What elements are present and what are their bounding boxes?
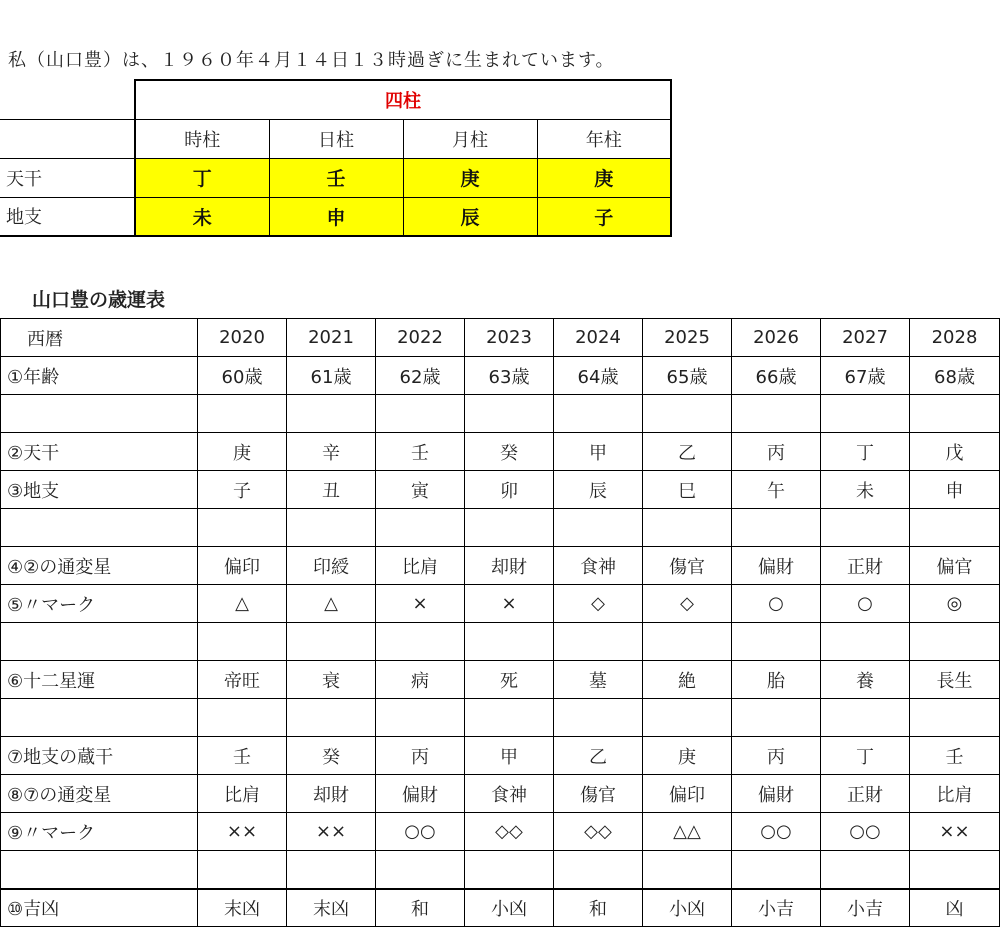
table-cell: 寅: [376, 471, 465, 509]
table-cell: 壬: [376, 433, 465, 471]
table-row: [1, 661, 1000, 699]
table-cell: 壬: [910, 737, 1000, 775]
table-cell: 偏財: [732, 775, 821, 813]
table-cell: [376, 509, 465, 547]
table-cell: [287, 395, 376, 433]
table-cell: [643, 623, 732, 661]
year-header-cell: 2026: [732, 319, 821, 357]
table-cell: △: [287, 585, 376, 623]
pillar-cell: 庚: [537, 158, 671, 197]
row-label-cell: ②天干: [1, 433, 198, 471]
pillar-cell: 申: [269, 197, 403, 236]
table-cell: [198, 699, 287, 737]
table-cell: 庚: [643, 737, 732, 775]
table-cell: 病: [376, 661, 465, 699]
table-cell: ◇◇: [465, 813, 554, 851]
table-cell: 卯: [465, 471, 554, 509]
table-cell: [554, 395, 643, 433]
table-cell: [732, 509, 821, 547]
row-label-cell: ④②の通変星: [1, 547, 198, 585]
table-cell: 正財: [821, 547, 910, 585]
table-cell: [465, 395, 554, 433]
year-header-cell: 2025: [643, 319, 732, 357]
row-label-cell: ⑦地支の蔵干: [1, 737, 198, 775]
table-cell: 印綬: [287, 547, 376, 585]
pillars-title: 四柱: [135, 80, 671, 119]
table-cell: ○○: [732, 813, 821, 851]
year-header-cell: 2024: [554, 319, 643, 357]
table-cell: ○: [732, 585, 821, 623]
table-cell: 63歳: [465, 357, 554, 395]
table-cell: 偏財: [376, 775, 465, 813]
table-cell: 絶: [643, 661, 732, 699]
table-row: [1, 433, 1000, 471]
table-cell: 68歳: [910, 357, 1000, 395]
table-cell: 丙: [732, 737, 821, 775]
table-row-blank: [1, 623, 1000, 661]
table-cell: ○○: [821, 813, 910, 851]
table-cell: 和: [376, 889, 465, 927]
table-cell: 小吉: [821, 889, 910, 927]
table-cell: 偏印: [198, 547, 287, 585]
table-cell: [287, 509, 376, 547]
table-cell: [198, 509, 287, 547]
table-cell: 食神: [465, 775, 554, 813]
table-cell: 丁: [821, 433, 910, 471]
header-label-cell: 西暦: [1, 319, 198, 357]
row-label-cell: ⑥十二星運: [1, 661, 198, 699]
table-cell: 死: [465, 661, 554, 699]
four-pillars-table: [0, 79, 672, 237]
table-cell: 丁: [821, 737, 910, 775]
year-header-cell: 2023: [465, 319, 554, 357]
table-row-blank: [1, 509, 1000, 547]
table-row: [1, 775, 1000, 813]
table-cell: [732, 851, 821, 889]
table-cell: 午: [732, 471, 821, 509]
table-cell: [643, 851, 732, 889]
table-row: [1, 813, 1000, 851]
table-cell: ◇◇: [554, 813, 643, 851]
table-cell: 甲: [554, 433, 643, 471]
table-cell: [732, 395, 821, 433]
table-row-blank: [1, 699, 1000, 737]
table-cell: [287, 851, 376, 889]
table-cell: 67歳: [821, 357, 910, 395]
table-cell: 長生: [910, 661, 1000, 699]
table-row: [1, 889, 1000, 927]
table-cell: [376, 851, 465, 889]
pillar-cell: 丁: [135, 158, 269, 197]
table-cell: 正財: [821, 775, 910, 813]
table-cell: [910, 509, 1000, 547]
table-cell: 末凶: [287, 889, 376, 927]
table-cell: ×: [465, 585, 554, 623]
table-cell: [376, 395, 465, 433]
table-cell: [821, 699, 910, 737]
table-cell: 衰: [287, 661, 376, 699]
table-cell: 甲: [465, 737, 554, 775]
table-cell: 比肩: [376, 547, 465, 585]
table-cell: 却財: [465, 547, 554, 585]
year-header-cell: 2028: [910, 319, 1000, 357]
table-cell: 小凶: [643, 889, 732, 927]
table-cell: 偏財: [732, 547, 821, 585]
table-cell: [643, 509, 732, 547]
pillar-cell: 庚: [403, 158, 537, 197]
table-cell: [643, 699, 732, 737]
table-cell: ○: [821, 585, 910, 623]
table-cell: ××: [287, 813, 376, 851]
table-cell: [198, 623, 287, 661]
row-label-cell: ⑩吉凶: [1, 889, 198, 927]
table-cell: [732, 699, 821, 737]
table-cell: [465, 699, 554, 737]
table-cell: 巳: [643, 471, 732, 509]
table-cell: 子: [198, 471, 287, 509]
table-cell: 65歳: [643, 357, 732, 395]
table-cell: ×: [376, 585, 465, 623]
table-cell: 癸: [287, 737, 376, 775]
table-cell: 申: [910, 471, 1000, 509]
table-cell: [910, 395, 1000, 433]
table-cell: 辰: [554, 471, 643, 509]
table-cell: △: [198, 585, 287, 623]
pillar-cell: 子: [537, 197, 671, 236]
row-label-cell: ⑤〃マーク: [1, 585, 198, 623]
table-cell: [732, 623, 821, 661]
table-cell: 食神: [554, 547, 643, 585]
table-cell: [643, 395, 732, 433]
table-cell: 癸: [465, 433, 554, 471]
pillar-header-year: 年柱: [537, 119, 671, 158]
table-row: [1, 585, 1000, 623]
table-cell: 却財: [287, 775, 376, 813]
table-header-row: [1, 319, 1000, 357]
table-cell: 凶: [910, 889, 1000, 927]
annual-fortune-table: [0, 318, 1000, 927]
table-cell: [554, 851, 643, 889]
pillar-cell: 辰: [403, 197, 537, 236]
row-label-cell: ③地支: [1, 471, 198, 509]
table-cell: 未: [821, 471, 910, 509]
table-cell: 丑: [287, 471, 376, 509]
table-cell: 末凶: [198, 889, 287, 927]
table-cell: 胎: [732, 661, 821, 699]
table-cell: 帝旺: [198, 661, 287, 699]
table-cell: 比肩: [198, 775, 287, 813]
table-cell: ◇: [554, 585, 643, 623]
row-label-cell: [1, 851, 198, 889]
table-cell: 丙: [732, 433, 821, 471]
pillars-corner-cell: [0, 80, 135, 119]
table-cell: ××: [910, 813, 1000, 851]
pillars-corner-cell: [0, 119, 135, 158]
table-cell: [554, 509, 643, 547]
intro-text: 私（山口豊）は、１９６０年４月１４日１３時過ぎに生まれています。: [8, 50, 615, 71]
table-cell: [821, 509, 910, 547]
table-cell: 偏官: [910, 547, 1000, 585]
year-header-cell: 2020: [198, 319, 287, 357]
row-label-cell: [1, 509, 198, 547]
table-cell: 乙: [643, 433, 732, 471]
table-cell: [465, 851, 554, 889]
table-row: [1, 737, 1000, 775]
table-cell: 傷官: [643, 547, 732, 585]
year-header-cell: 2027: [821, 319, 910, 357]
table-cell: [910, 623, 1000, 661]
year-header-cell: 2021: [287, 319, 376, 357]
table-cell: 丙: [376, 737, 465, 775]
pillar-header-month: 月柱: [403, 119, 537, 158]
table-cell: 61歳: [287, 357, 376, 395]
table-cell: [465, 623, 554, 661]
pillars-row-label: 地支: [0, 197, 135, 236]
table-cell: 墓: [554, 661, 643, 699]
table-cell: 比肩: [910, 775, 1000, 813]
table-cell: 60歳: [198, 357, 287, 395]
table-cell: 庚: [198, 433, 287, 471]
table-cell: 62歳: [376, 357, 465, 395]
table-cell: 64歳: [554, 357, 643, 395]
table-cell: 乙: [554, 737, 643, 775]
table-cell: △△: [643, 813, 732, 851]
table-cell: [376, 699, 465, 737]
table-cell: [910, 699, 1000, 737]
table-cell: [910, 851, 1000, 889]
table-cell: 小吉: [732, 889, 821, 927]
row-label-cell: ⑨〃マーク: [1, 813, 198, 851]
table-cell: 偏印: [643, 775, 732, 813]
table-cell: [465, 509, 554, 547]
table-row: [1, 471, 1000, 509]
table-row-blank: [1, 395, 1000, 433]
table-cell: [554, 699, 643, 737]
pillar-header-hour: 時柱: [135, 119, 269, 158]
pillars-row-label: 天干: [0, 158, 135, 197]
table-cell: [821, 395, 910, 433]
table-cell: 小凶: [465, 889, 554, 927]
table-cell: ××: [198, 813, 287, 851]
table-cell: 養: [821, 661, 910, 699]
table-cell: [287, 623, 376, 661]
row-label-cell: [1, 699, 198, 737]
pillar-header-day: 日柱: [269, 119, 403, 158]
table-cell: [554, 623, 643, 661]
table-cell: 66歳: [732, 357, 821, 395]
table-cell: 辛: [287, 433, 376, 471]
table-cell: ○○: [376, 813, 465, 851]
fortune-table-title: 山口豊の歳運表: [32, 289, 166, 311]
table-row-blank: [1, 851, 1000, 889]
table-cell: ◎: [910, 585, 1000, 623]
table-cell: 和: [554, 889, 643, 927]
table-row: [1, 547, 1000, 585]
table-cell: [198, 851, 287, 889]
row-label-cell: [1, 395, 198, 433]
row-label-cell: ⑧⑦の通変星: [1, 775, 198, 813]
table-cell: [821, 623, 910, 661]
table-cell: [376, 623, 465, 661]
table-cell: [198, 395, 287, 433]
table-cell: 戊: [910, 433, 1000, 471]
year-header-cell: 2022: [376, 319, 465, 357]
table-cell: ◇: [643, 585, 732, 623]
table-cell: [287, 699, 376, 737]
table-cell: [821, 851, 910, 889]
table-cell: 傷官: [554, 775, 643, 813]
row-label-cell: [1, 623, 198, 661]
table-cell: 壬: [198, 737, 287, 775]
pillar-cell: 壬: [269, 158, 403, 197]
pillar-cell: 未: [135, 197, 269, 236]
row-label-cell: ①年齢: [1, 357, 198, 395]
table-row: [1, 357, 1000, 395]
